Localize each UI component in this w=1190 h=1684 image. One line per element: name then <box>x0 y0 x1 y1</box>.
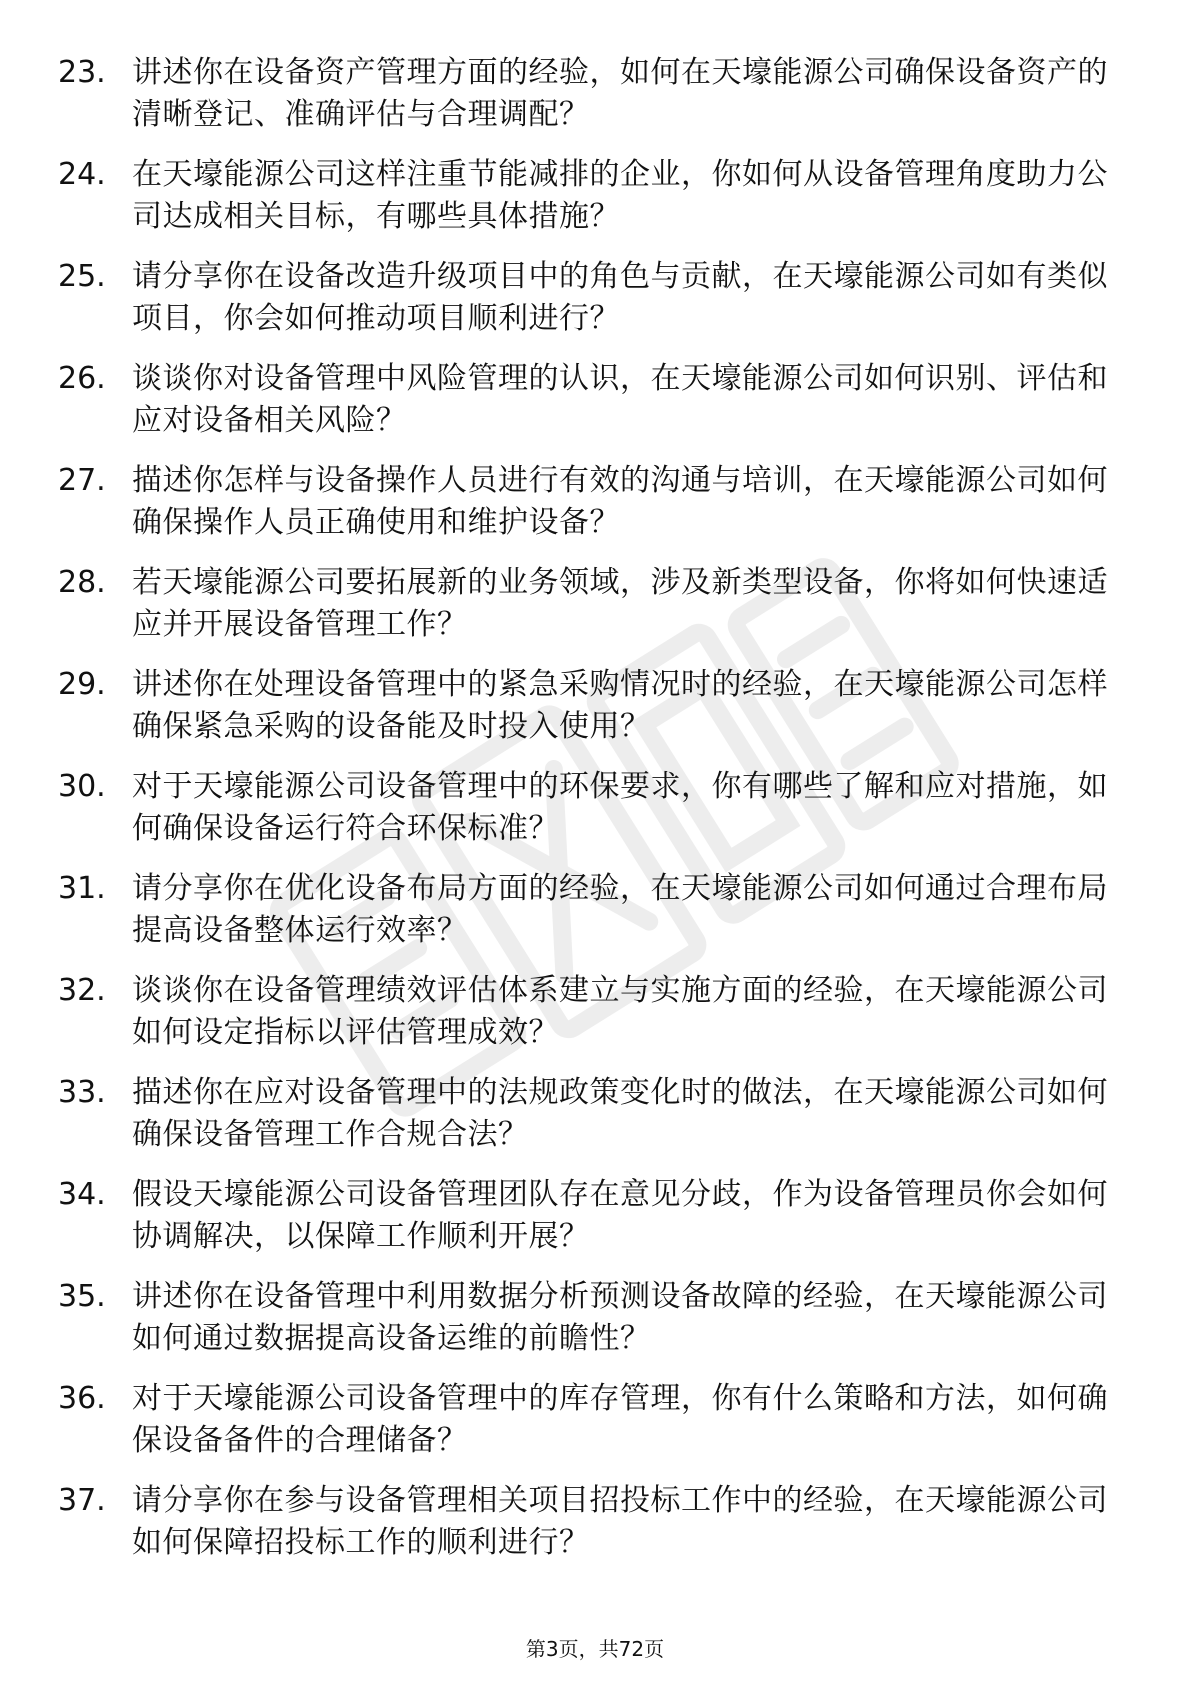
question-number: 29. <box>58 667 106 702</box>
question-number: 25. <box>58 259 106 294</box>
question-item <box>58 358 1118 460</box>
question-item <box>58 1276 1118 1378</box>
question-number: 31. <box>58 871 106 906</box>
question-item <box>58 562 1118 664</box>
question-number: 36. <box>58 1381 106 1416</box>
question-text: 对于天壕能源公司设备管理中的库存管理，你有什么策略和方法，如何确保设备备件的合理储备？ <box>132 1381 1108 1458</box>
question-number: 32. <box>58 973 106 1008</box>
question-number: 37. <box>58 1483 106 1518</box>
question-item <box>58 1378 1118 1480</box>
question-text: 对于天壕能源公司设备管理中的环保要求，你有哪些了解和应对措施，如何确保设备运行符合环保标准？ <box>132 769 1108 846</box>
question-item <box>58 664 1118 766</box>
question-number: 34. <box>58 1177 106 1212</box>
question-item <box>58 970 1118 1072</box>
question-number: 35. <box>58 1279 106 1314</box>
question-item <box>58 460 1118 562</box>
question-text: 谈谈你在设备管理绩效评估体系建立与实施方面的经验，在天壕能源公司如何设定指标以评估管理成效？ <box>132 973 1108 1050</box>
question-number: 33. <box>58 1075 106 1110</box>
question-number: 27. <box>58 463 106 498</box>
question-text: 在天壕能源公司这样注重节能减排的企业，你如何从设备管理角度助力公司达成相关目标，有哪些具体措施？ <box>132 157 1108 234</box>
question-item <box>58 52 1118 154</box>
question-number: 30. <box>58 769 106 804</box>
question-list <box>58 52 1118 1582</box>
page-footer <box>0 1636 1190 1662</box>
question-item <box>58 256 1118 358</box>
question-text: 谈谈你对设备管理中风险管理的认识，在天壕能源公司如何识别、评估和应对设备相关风险？ <box>132 361 1108 438</box>
question-number: 28. <box>58 565 106 600</box>
question-text: 讲述你在处理设备管理中的紧急采购情况时的经验，在天壕能源公司怎样确保紧急采购的设备能及时投入使用？ <box>132 667 1108 744</box>
question-item <box>58 868 1118 970</box>
question-text: 描述你在应对设备管理中的法规政策变化时的做法，在天壕能源公司如何确保设备管理工作合规合法？ <box>132 1075 1108 1152</box>
page-number-label: 第3页，共72页 <box>525 1637 665 1661</box>
question-text: 若天壕能源公司要拓展新的业务领域，涉及新类型设备，你将如何快速适应并开展设备管理工作？ <box>132 565 1108 642</box>
question-item <box>58 1174 1118 1276</box>
question-text: 讲述你在设备资产管理方面的经验，如何在天壕能源公司确保设备资产的清晰登记、准确评估与合理调配？ <box>132 55 1108 132</box>
question-item <box>58 1072 1118 1174</box>
question-item <box>58 154 1118 256</box>
question-number: 23. <box>58 55 106 90</box>
question-text: 请分享你在参与设备管理相关项目招投标工作中的经验，在天壕能源公司如何保障招投标工作的顺利进行？ <box>132 1483 1108 1560</box>
question-number: 26. <box>58 361 106 396</box>
question-number: 24. <box>58 157 106 192</box>
question-item <box>58 766 1118 868</box>
question-text: 请分享你在设备改造升级项目中的角色与贡献，在天壕能源公司如有类似项目，你会如何推动项目顺利进行？ <box>132 259 1108 336</box>
question-text: 请分享你在优化设备布局方面的经验，在天壕能源公司如何通过合理布局提高设备整体运行效率？ <box>132 871 1108 948</box>
question-text: 讲述你在设备管理中利用数据分析预测设备故障的经验，在天壕能源公司如何通过数据提高设备运维的前瞻性？ <box>132 1279 1108 1356</box>
question-text: 描述你怎样与设备操作人员进行有效的沟通与培训，在天壕能源公司如何确保操作人员正确使用和维护设备？ <box>132 463 1108 540</box>
question-text: 假设天壕能源公司设备管理团队存在意见分歧，作为设备管理员你会如何协调解决，以保障工作顺利开展？ <box>132 1177 1108 1254</box>
question-item <box>58 1480 1118 1582</box>
